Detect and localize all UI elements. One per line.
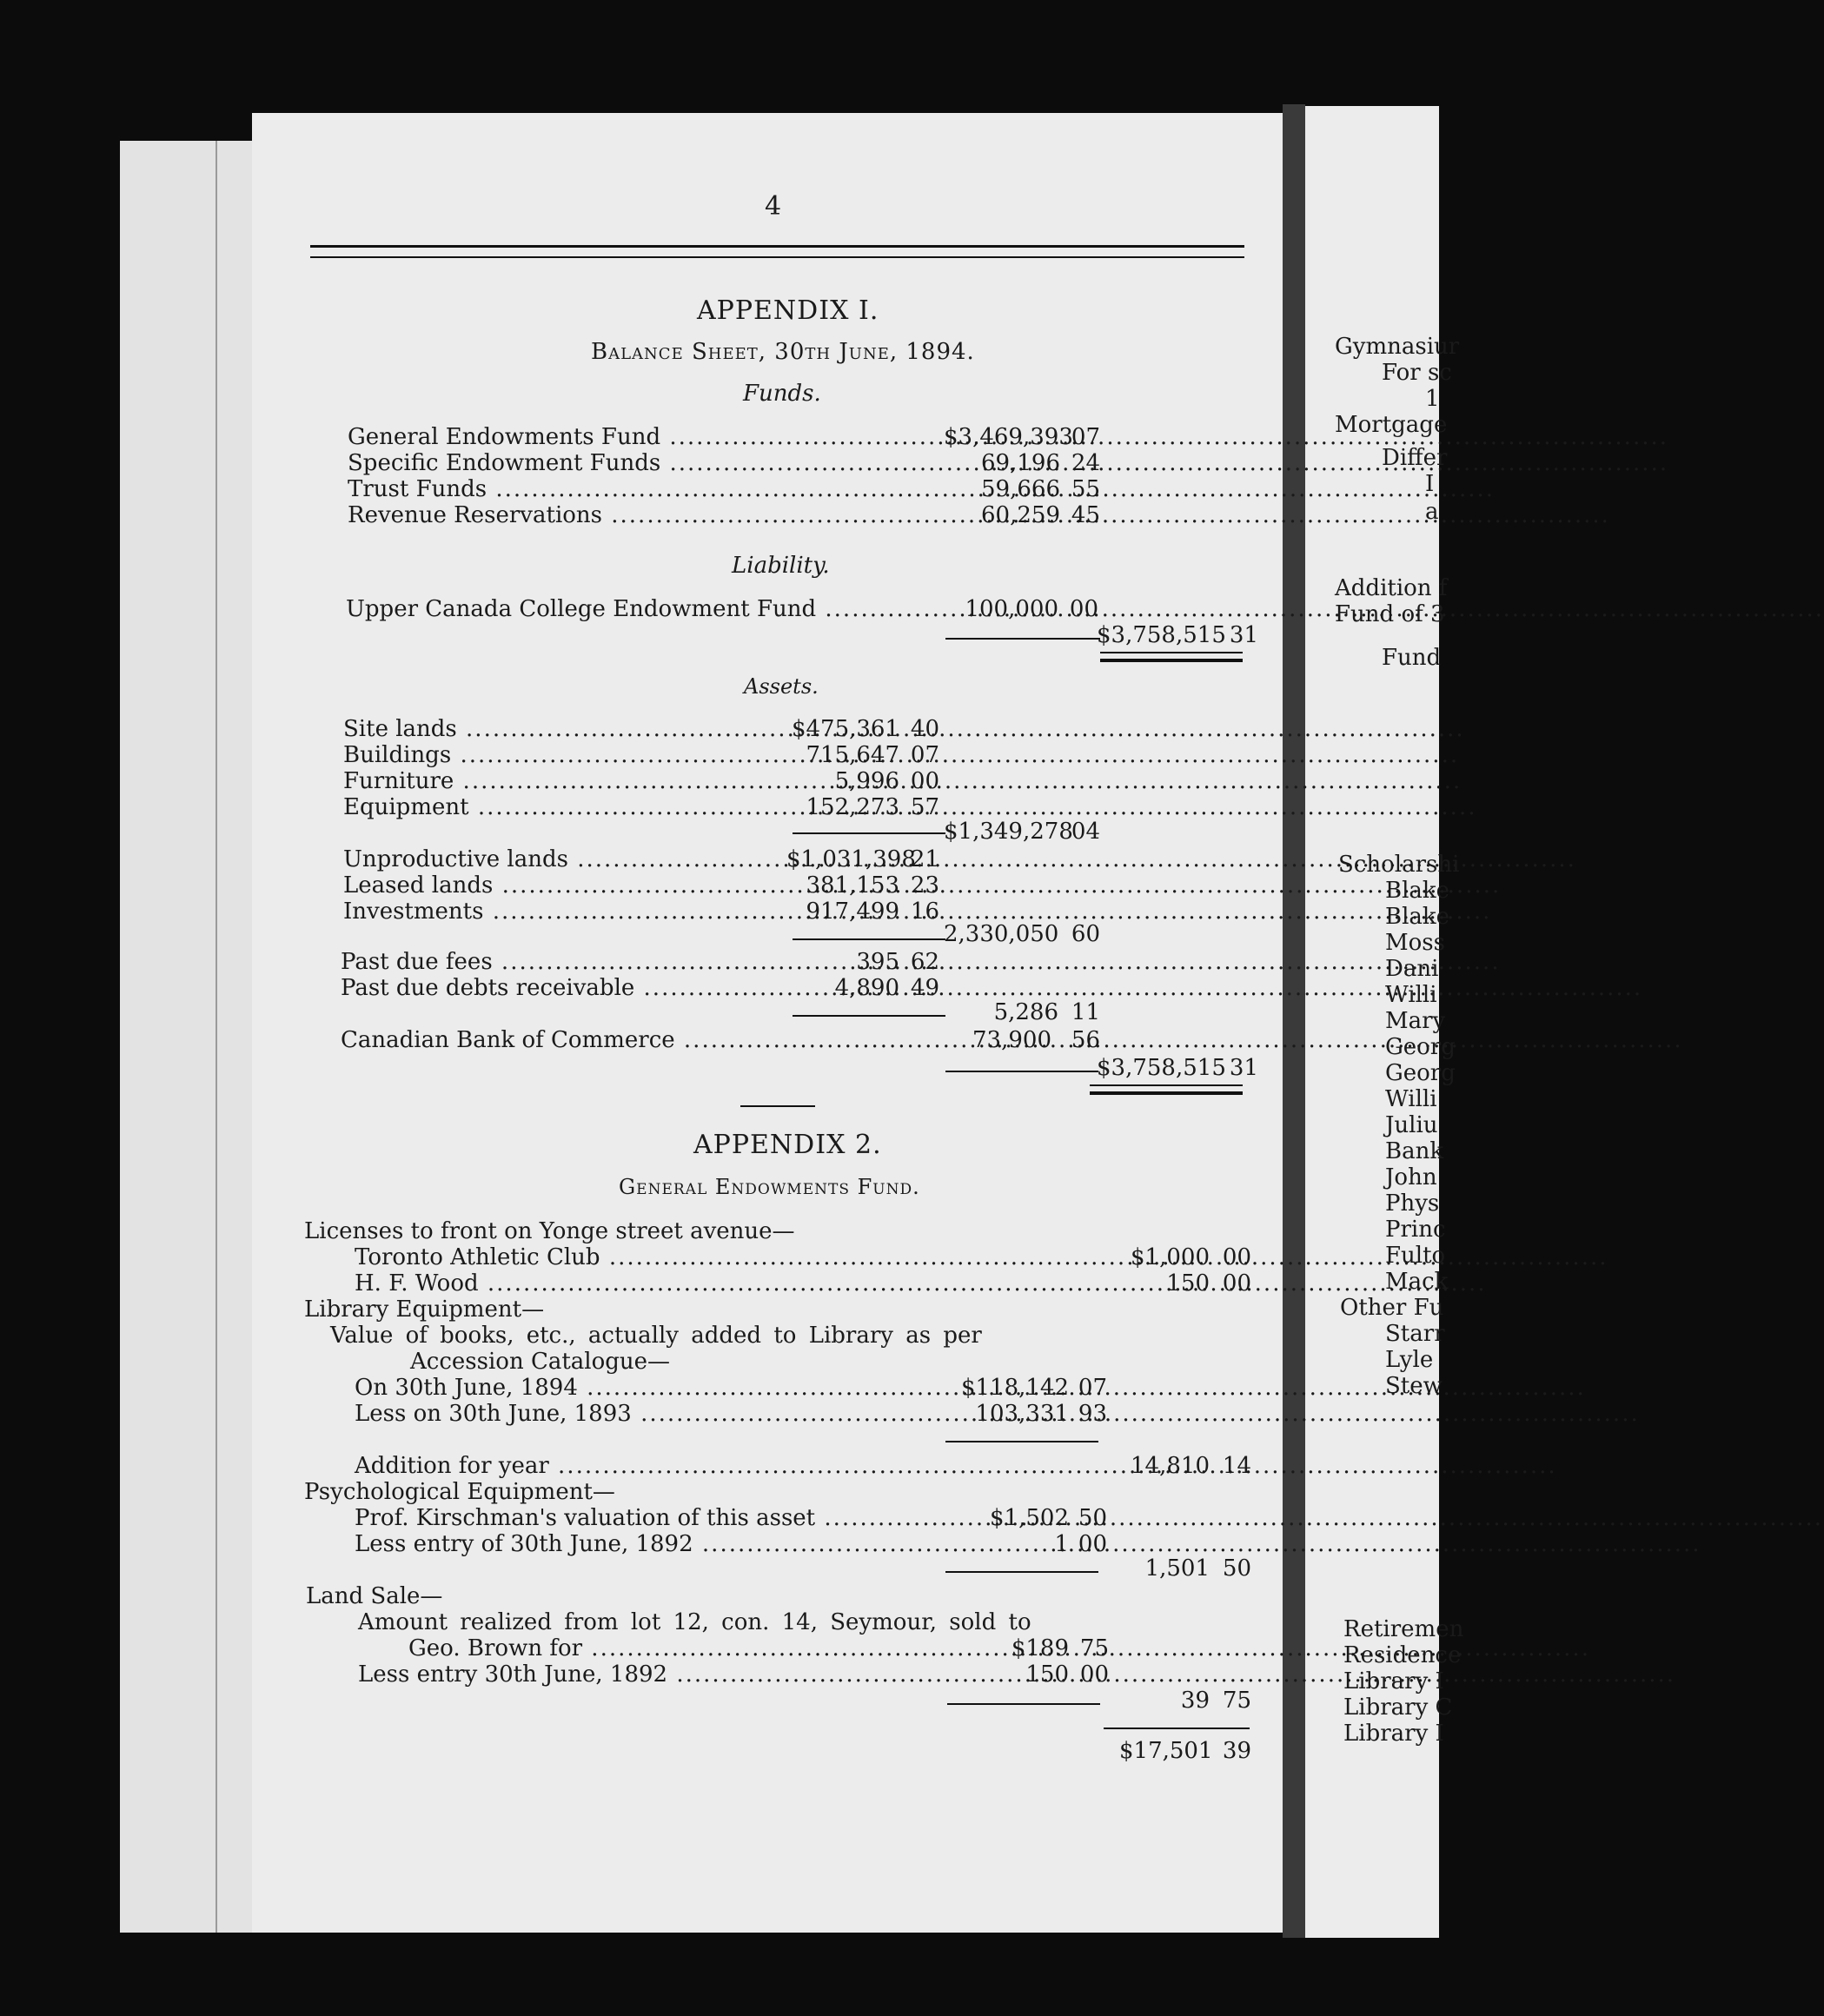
subtotal-rule <box>945 1071 1098 1072</box>
facing-line: Princ <box>1385 1217 1446 1243</box>
facing-line: Starr <box>1385 1321 1445 1347</box>
land-total-dollars: 39 <box>1180 1688 1210 1714</box>
psych-dollars: $1,502 <box>990 1505 1069 1531</box>
group-cents: 60 <box>1071 921 1100 947</box>
facing-line: Fulto <box>1385 1243 1446 1269</box>
asset-label: Site lands ..... <box>343 716 786 742</box>
asset-dollars: $475,361 <box>791 716 899 742</box>
facing-line: Georg <box>1385 1060 1456 1086</box>
facing-line: Stew <box>1385 1373 1443 1399</box>
license-dollars: 150 <box>1166 1270 1210 1296</box>
liability-heading: Liability. <box>732 553 830 579</box>
psych-total-dollars: 1,501 <box>1144 1555 1210 1582</box>
psych-total-cents: 50 <box>1222 1555 1251 1582</box>
asset-dollars: 152,273 <box>806 794 899 820</box>
land-total-cents: 75 <box>1222 1688 1251 1714</box>
license-cents: 00 <box>1222 1270 1251 1296</box>
asset-dollars: 381,153 <box>806 872 899 899</box>
license-dollars: $1,000 <box>1131 1244 1210 1270</box>
fund-cents: 45 <box>1071 502 1100 528</box>
land-label: Geo. Brown for ..... <box>408 1635 942 1661</box>
bank-dollars: 73,900 <box>972 1027 1051 1053</box>
facing-line: Residence <box>1343 1642 1462 1668</box>
land-less-label: Less entry 30th June, 1892 ..... <box>358 1661 942 1688</box>
asset-dollars: 5,996 <box>834 768 899 794</box>
facing-line: Library C <box>1343 1694 1453 1721</box>
facing-line: Moss <box>1385 930 1445 956</box>
facing-line: Retiremen <box>1343 1616 1464 1642</box>
liability-dollars: 100,000 <box>965 596 1058 622</box>
total-dollars: $3,758,515 <box>1097 1055 1226 1081</box>
land-description: Amount realized from lot 12, con. 14, Seymour, sold to <box>358 1609 1031 1635</box>
library-cents: 07 <box>1078 1375 1107 1401</box>
asset-cents: 62 <box>910 949 939 975</box>
land-cents: 75 <box>1079 1635 1109 1661</box>
facing-line: Blake <box>1385 878 1450 904</box>
fund-dollars: 60,259 <box>981 502 1060 528</box>
subtotal-rule <box>793 1015 945 1017</box>
subtotal-rule <box>947 1703 1100 1705</box>
psych-cents: 00 <box>1078 1531 1107 1557</box>
asset-label: Leased lands ..... <box>343 872 786 899</box>
psych-cents: 50 <box>1078 1505 1107 1531</box>
asset-label: Past due debts receivable ..... <box>341 975 786 1001</box>
fund-cents: 07 <box>1071 424 1100 450</box>
asset-cents: 16 <box>910 899 939 925</box>
subtotal-rule <box>793 832 945 834</box>
library-dollars: 103,331 <box>975 1401 1069 1427</box>
subtotal-rule <box>945 638 1100 640</box>
addition-cents: 14 <box>1222 1453 1251 1479</box>
facing-line: Bank <box>1385 1138 1444 1164</box>
facing-line: Willi <box>1385 1086 1437 1112</box>
group-dollars: $1,349,278 <box>944 819 1073 845</box>
subtotal-rule <box>945 1441 1098 1442</box>
asset-cents: 40 <box>910 716 939 742</box>
subtotal-rule <box>945 1571 1098 1573</box>
facing-line: Fund <box>1382 645 1442 671</box>
funds-heading: Funds. <box>743 381 821 407</box>
asset-label: Unproductive lands ..... <box>343 846 786 872</box>
group-dollars: 5,286 <box>993 999 1058 1025</box>
facing-line: Dani <box>1385 956 1439 982</box>
page-number: 4 <box>765 191 782 222</box>
asset-label: Furniture ..... <box>343 768 786 794</box>
left-page-edge <box>120 141 255 1933</box>
facing-line: Fund of 3 <box>1335 601 1445 627</box>
fund-label: Revenue Reservations ..... <box>348 502 943 528</box>
library-description: Accession Catalogue— <box>410 1349 671 1375</box>
asset-label: Investments ..... <box>343 899 786 925</box>
asset-dollars: 395 <box>856 949 899 975</box>
appendix1-title: APPENDIX I. <box>697 295 879 326</box>
fund-label: Specific Endowment Funds ..... <box>348 450 943 476</box>
grand-total-dollars: $17,501 <box>1119 1738 1213 1764</box>
license-label: Toronto Athletic Club ..... <box>355 1244 1095 1270</box>
library-label: On 30th June, 1894 ..... <box>355 1375 942 1401</box>
license-label: H. F. Wood ..... <box>355 1270 1095 1296</box>
library-cents: 93 <box>1078 1401 1107 1427</box>
total-dollars: $3,758,515 <box>1097 622 1226 648</box>
facing-line: Scholarshi <box>1338 852 1460 878</box>
total-cents: 31 <box>1229 1055 1258 1081</box>
facing-line: Phys <box>1385 1190 1440 1217</box>
subtotal-rule <box>793 938 945 940</box>
total-double-rule <box>1090 1084 1243 1095</box>
fund-dollars: 69,196 <box>981 450 1060 476</box>
facing-line: Lyle <box>1385 1347 1434 1373</box>
asset-dollars: 4,890 <box>834 975 899 1001</box>
group-dollars: 2,330,050 <box>944 921 1059 947</box>
bank-cents: 56 <box>1071 1027 1100 1053</box>
appendix1-subtitle: Balance Sheet, 30th June, 1894. <box>591 339 975 365</box>
library-description: Value of books, etc., actually added to Library as per <box>330 1323 982 1349</box>
header-rule <box>310 245 1244 258</box>
fund-cents: 55 <box>1071 476 1100 502</box>
asset-cents: 00 <box>910 768 939 794</box>
facing-line: Mortgage <box>1335 412 1448 438</box>
asset-cents: 07 <box>910 742 939 768</box>
addition-label: Addition for year ..... <box>355 1453 1095 1479</box>
asset-dollars: 917,499 <box>806 899 899 925</box>
addition-dollars: 14,810 <box>1131 1453 1210 1479</box>
facing-line: Georg <box>1385 1034 1456 1060</box>
facing-line: Library I <box>1343 1668 1444 1694</box>
fund-dollars: $3,469,393 <box>944 424 1073 450</box>
grand-total-rule <box>1104 1728 1250 1729</box>
land-dollars: $189 <box>1011 1635 1069 1661</box>
facing-line: Mary <box>1385 1008 1446 1034</box>
facing-line: I <box>1425 471 1435 497</box>
facing-line: Mack <box>1385 1269 1449 1295</box>
asset-label: Buildings ..... <box>343 742 786 768</box>
land-less-cents: 00 <box>1079 1661 1109 1688</box>
psych-label: Prof. Kirschman's valuation of this asset ..... <box>355 1505 942 1531</box>
fund-label: Trust Funds ..... <box>348 476 943 502</box>
facing-line: a <box>1425 499 1439 525</box>
library-heading: Library Equipment— <box>304 1296 545 1323</box>
facing-line: Juliu <box>1385 1112 1438 1138</box>
asset-label: Equipment ..... <box>343 794 786 820</box>
fund-cents: 24 <box>1071 450 1100 476</box>
facing-line: Addition f <box>1335 575 1448 601</box>
facing-line: Blake <box>1385 904 1450 930</box>
appendix2-subtitle: General Endowments Fund. <box>619 1175 920 1199</box>
asset-cents: 23 <box>910 872 939 899</box>
facing-line: For sc <box>1382 360 1452 386</box>
facing-line: Library I <box>1343 1721 1444 1747</box>
liability-label: Upper Canada College Endowment Fund ..... <box>346 596 943 622</box>
land-less-dollars: 150 <box>1025 1661 1069 1688</box>
asset-dollars: 715,647 <box>806 742 899 768</box>
appendix2-title: APPENDIX 2. <box>693 1130 882 1160</box>
facing-line: Other Fu <box>1340 1295 1444 1321</box>
fund-dollars: 59,666 <box>981 476 1060 502</box>
group-cents: 04 <box>1071 819 1100 845</box>
facing-line: 1 <box>1425 386 1440 412</box>
section-divider <box>740 1105 815 1107</box>
facing-line: John <box>1385 1164 1437 1190</box>
facing-line: Differ <box>1382 445 1448 471</box>
asset-cents: 57 <box>910 794 939 820</box>
facing-line: Willi <box>1385 982 1437 1008</box>
library-dollars: $118,142 <box>960 1375 1069 1401</box>
assets-heading: Assets. <box>744 674 819 699</box>
asset-cents: 21 <box>910 846 939 872</box>
asset-label: Past due fees ..... <box>341 949 786 975</box>
licenses-heading: Licenses to front on Yonge street avenue— <box>304 1218 795 1244</box>
grand-total-cents: 39 <box>1222 1738 1251 1764</box>
asset-dollars: $1,031,398 <box>786 846 916 872</box>
land-heading: Land Sale— <box>306 1583 443 1609</box>
total-cents: 31 <box>1229 622 1258 648</box>
liability-cents: 00 <box>1069 596 1098 622</box>
total-double-rule <box>1100 652 1243 662</box>
psych-dollars: 1 <box>1054 1531 1069 1557</box>
library-label: Less on 30th June, 1893 ..... <box>355 1401 942 1427</box>
bank-label: Canadian Bank of Commerce ..... <box>341 1027 942 1053</box>
group-cents: 11 <box>1071 999 1100 1025</box>
license-cents: 00 <box>1222 1244 1251 1270</box>
fund-label: General Endowments Fund ..... <box>348 424 943 450</box>
psych-heading: Psychological Equipment— <box>304 1479 615 1505</box>
facing-line: Gymnasiur <box>1335 334 1460 360</box>
asset-cents: 49 <box>910 975 939 1001</box>
psych-label: Less entry of 30th June, 1892 ..... <box>355 1531 942 1557</box>
